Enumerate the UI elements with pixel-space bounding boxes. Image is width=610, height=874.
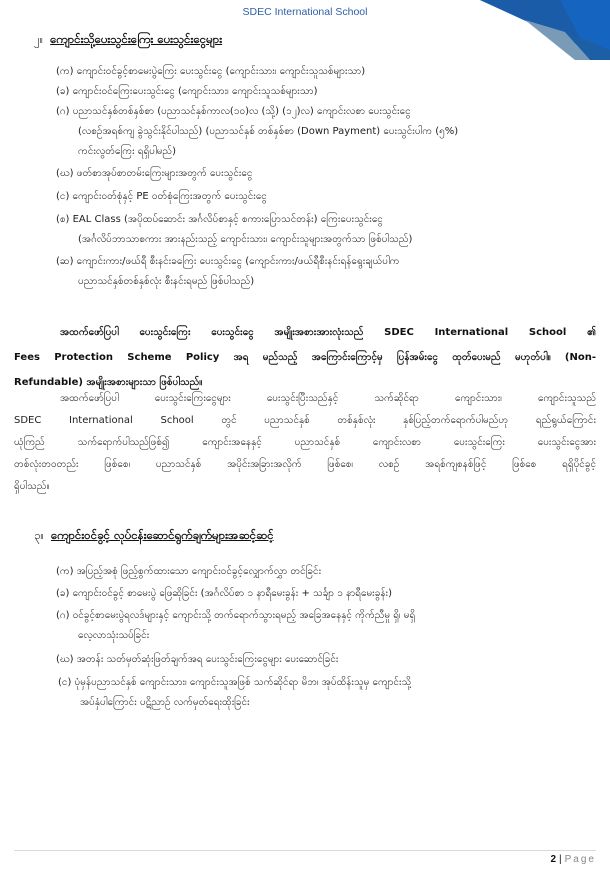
- section-2-item-c: (ဂ) ပညာသင်နှစ်တစ်နှစ်စာ (ပညာသင်နှစ်ကာလ(၁၀)လ (သို့) (၁၂)လ) ကျောင်းလစာ ပေးသွင်းငွေ (လစဥ်အရစ်ကျ ခွဲသွင်းနိုင်ပါသည်) (ပညာသင်နှစ် တစ်နှစ်စာ (Down Payment) ပေးသွင်းပါက (၅%) ကင်းလွတ်ကြေး ရရှိပါမည်): [56, 102, 458, 162]
- section-3-item-c-cont1: လေ့လာသုံးသပ်ခြင်း: [78, 630, 150, 641]
- section-3-title: ကျောင်းဝင်ခွင့် လုပ်ငန်းဆောင်ရွက်ချက်များအဆင့်ဆင့်: [50, 528, 274, 542]
- section-3-heading: [34, 528, 274, 545]
- section-2-item-f-cont1: (အင်္ဂလိပ်ဘာသာစကား အားနည်းသည့် ကျောင်းသား၊ ကျောင်းသူများအတွက်သာ ဖြစ်ပါသည်): [78, 234, 413, 245]
- section-2-item-g: (ဆ) ကျောင်းကား/ဖယ်ရီ စီးနင်းခကြေး ပေးသွင်းငွေ (ကျောင်းကား/ဖယ်ရီစီးနင်းရန်ရွေးချယ်ပါက ပညာသင်နှစ်တစ်နှစ်လုံး စီးနင်းရမည် ဖြစ်ပါသည်): [56, 252, 399, 292]
- section-3-item-e-cont1: အပ်နှံပါကြောင်း ပဋိညာဉ် လက်မှတ်ရေးထိုးခြင်း: [80, 697, 250, 708]
- section-2-item-a: (က) ကျောင်းဝင်ခွင့်စာမေးပွဲကြေး ပေးသွင်းငွေ (ကျောင်းသား၊ ကျောင်းသူသစ်များသာ): [56, 66, 366, 77]
- section-2-item-c-cont1: (လစဥ်အရစ်ကျ ခွဲသွင်းနိုင်ပါသည်) (ပညာသင်နှစ် တစ်နှစ်စာ (Down Payment) ပေးသွင်းပါက (၅%): [78, 126, 459, 137]
- section-3-item-e: (င) ပုံမှန်ပညာသင်နှစ် ကျောင်းသား၊ ကျောင်းသူအဖြစ် သက်ဆိုင်ရာ မိဘ၊ အုပ်ထိန်းသူမှ ကျောင်းသို့ အပ်နှံပါကြောင်း ပဋိညာဉ် လက်မှတ်ရေးထိုးခြင်း: [58, 673, 411, 713]
- section-3-number: ၃။: [34, 528, 44, 542]
- section-3-item-d: (ဃ) အတန်း သတ်မှတ်ဆုံးဖြတ်ချက်အရ ပေးသွင်းကြေးငွေများ ပေးဆောင်ခြင်း: [56, 654, 339, 665]
- section-2-title: ကျောင်းသို့ပေးသွင်းကြေး ပေးသွင်းငွေများ: [50, 32, 223, 46]
- page-separator: |: [559, 854, 562, 865]
- payment-rights-paragraph: အထက်ဖော်ပြပါ ပေးသွင်းကြေးငွေများ ပေးသွင်းပြီးသည်နှင့် သက်ဆိုင်ရာ ကျောင်းသား၊ ကျောင်းသူသည် SDEC International School တွင် ပညာသင်နှစ် တစ်နှစ်လုံး နှစ်ပြည့်တက်ရောက်ပါမည်ဟု ရည်ရွယ်ကြောင်း ယုံကြည် သက်ရောက်ပါသည်ဖြစ်၍ ကျောင်းအနေနှင့် ပညာသင်နှစ် ကျောင်းလစာ ပေးသွင်းကြေး ပေးသွင်းငွေအား တစ်လုံးတဝတည်း ဖြစ်စေ၊ ပညာသင်နှစ် အပိုင်းအခြားအလိုက် ဖြစ်စေ၊ လစဥ် အရစ်ကျစနစ်ဖြင့် ဖြစ်စေ ရရှိပိုင်ခွင့် ရှိပါသည်။: [14, 393, 596, 492]
- section-3-item-c: (ဂ) ဝင်ခွင့်စာမေးပွဲရလဒ်များနှင့် ကျောင်းသို့ တက်ရောက်သွားရမည့် အခြေအနေနှင့် ကိုက်ညီမှု ရှိ၊ မရှိ လေ့လာသုံးသပ်ခြင်း: [56, 606, 415, 646]
- section-2-heading: [34, 32, 222, 49]
- section-2-item-b: (ခ) ကျောင်းဝင်ကြေးပေးသွင်းငွေ (ကျောင်းသား၊ ကျောင်းသူသစ်များသာ): [56, 86, 318, 97]
- page-label: Page: [564, 854, 596, 865]
- page-number-footer: [550, 854, 596, 865]
- header-corner-decoration: [450, 0, 610, 60]
- non-refundable-notice: အထက်ဖော်ပြပါ ပေးသွင်းကြေး ပေးသွင်းငွေ အမျိုးအစားအားလုံးသည် SDEC International School ၏ Fees Protection Scheme Policy အရ မည်သည့် အကြောင်းကြောင့်မှ ပြန်အမ်းငွေ ထုတ်ပေးမည် မဟုတ်ပါ။ (Non- Refundable) အမျိုးအစားများသာ ဖြစ်ပါသည်။: [14, 327, 596, 388]
- section-2-item-g-cont1: ပညာသင်နှစ်တစ်နှစ်လုံး စီးနင်းရမည် ဖြစ်ပါသည်): [78, 276, 255, 287]
- section-3-item-b: (ခ) ကျောင်းဝင်ခွင့် စာမေးပွဲ ဖြေဆိုခြင်း (အင်္ဂလိပ်စာ ၁ နာရီမေးခွန်း + သင်္ချာ ၁ နာရီမေးခွန်း): [56, 588, 392, 599]
- section-2-number: ၂။: [34, 32, 44, 46]
- section-2-item-d: (ဃ) ဖတ်စာအုပ်စာတမ်းကြေးများအတွက် ပေးသွင်းငွေ: [56, 168, 253, 179]
- section-3-item-a: (က) အပြည့်အစုံ ဖြည့်စွက်ထားသော ကျောင်းဝင်ခွင့်လျှောက်လွှာ တင်ခြင်း: [56, 566, 322, 577]
- section-2-item-c-cont2: ကင်းလွတ်ကြေး ရရှိပါမည်): [78, 146, 176, 157]
- header-school-name: SDEC International School: [242, 6, 368, 18]
- section-2-item-f: (စ) EAL Class (အပိုထပ်ဆောင်း အင်္ဂလိပ်စာနှင့် စကားပြောသင်တန်း) ကြေးပေးသွင်းငွေ (အင်္ဂလိပ်ဘာသာစကား အားနည်းသည့် ကျောင်းသား၊ ကျောင်းသူများအတွက်သာ ဖြစ်ပါသည်): [56, 210, 412, 250]
- footer-divider: [14, 850, 596, 851]
- section-2-item-e: (င) ကျောင်းဝတ်စုံနှင့် PE ဝတ်စုံကြေးအတွက် ပေးသွင်းငွေ: [56, 191, 267, 202]
- page-number: 2: [550, 854, 557, 865]
